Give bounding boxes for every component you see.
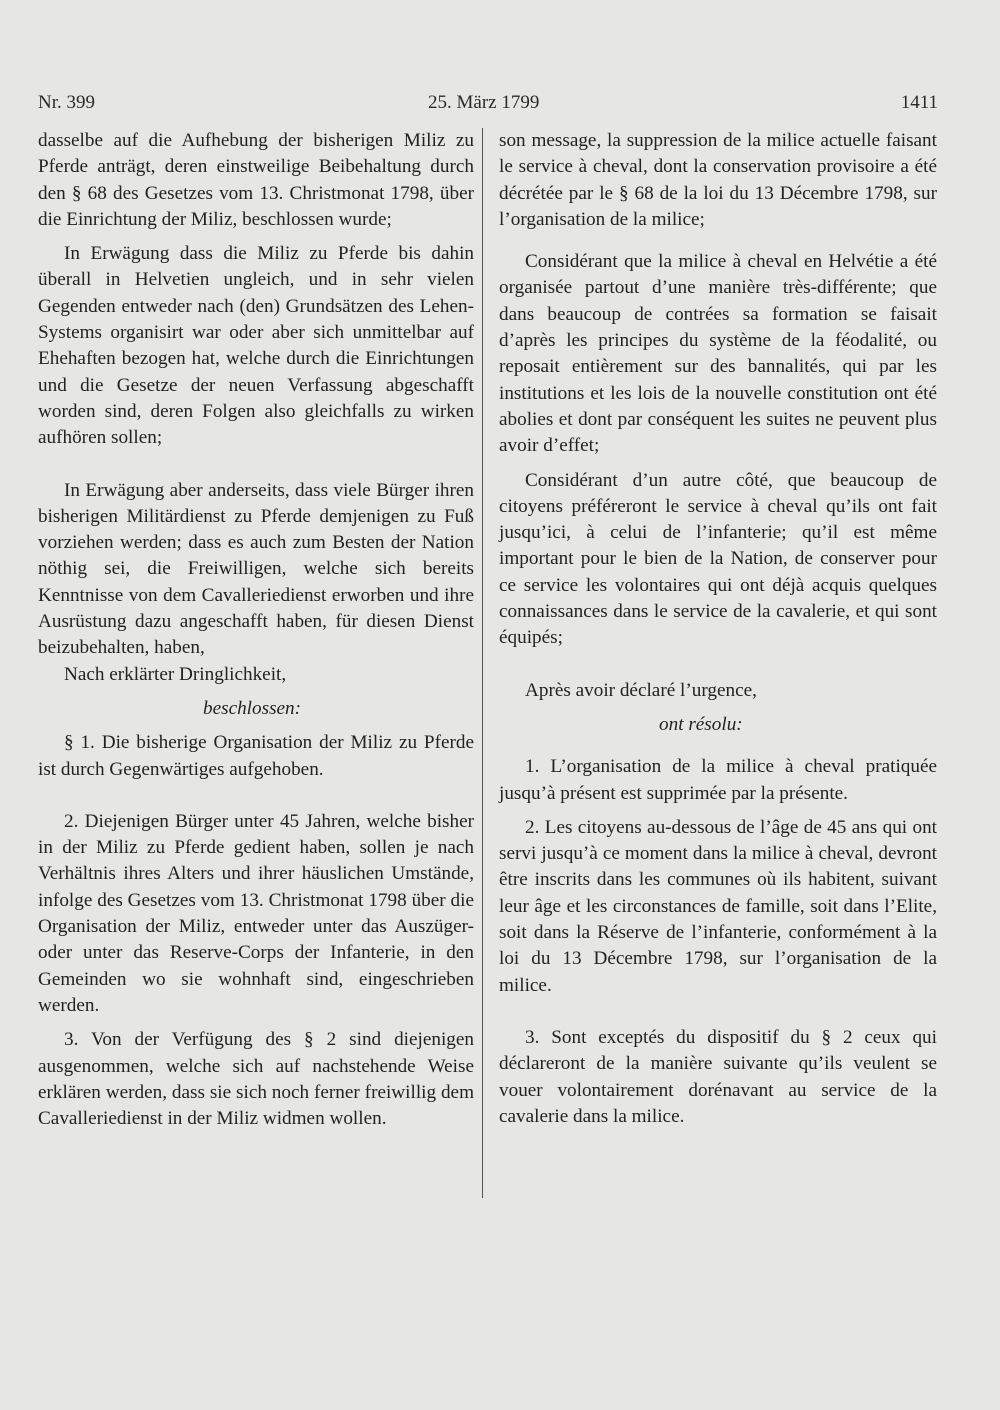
german-section-3: 3. Von der Verfügung des § 2 sind diejenigen ausgenommen, welche sich auf nachstehende Weise erklären werden, dass sie sich noch ferner freiwillig dem Cavalleriedienst in der Miliz widmen wollen. <box>38 1029 474 1130</box>
german-paragraph-2: In Erwägung dass die Miliz zu Pferde bis dahin überall in Helvetien ungleich, und in sehr vielen Gegenden entweder nach (den) Grundsätzen des Lehen-Systems organisirt war oder aber sich unmittelbar auf Ehehaften bezogen hat, welche durch die Einrichtungen und die Gesetze der neuen Verfassung abgeschafft worden sind, deren Folgen also gleichfalls zu wirken aufhören sollen; <box>38 243 474 449</box>
document-number: Nr. 399 <box>38 92 95 113</box>
french-section-1: 1. L’organisation de la milice à cheval pratiquée jusqu’à présent est supprimée par la présente. <box>499 756 937 804</box>
german-paragraph-1: dasselbe auf die Aufhebung der bisherigen Miliz zu Pferde anträgt, deren einstweilige Beibehaltung durch den § 68 des Gesetzes vom 13. Christmonat 1798, über die Einrichtung der Miliz, beschlossen wurde; <box>38 130 474 230</box>
french-section-3: 3. Sont exceptés du dispositif du § 2 ceux qui déclareront de la manière suivante qu’ils veulent se vouer volontairement dorénavant au service de la cavalerie dans la milice. <box>499 1026 937 1127</box>
document-date: 25. März 1799 <box>428 92 540 113</box>
french-paragraph-3: Considérant d’un autre côté, que beaucoup de citoyens préféreront le service à cheval qu’ils ont fait jusqu’ici, à celui de l’infanterie; qu’il est même important pour le bien de la Nation, de conserver pour ce service les volontaires qui ont déjà acquis quelques connaissances dans le service de la cavalerie, et qui sont équipés; <box>499 469 937 649</box>
page-header <box>38 92 938 118</box>
page-number: 1411 <box>900 92 938 113</box>
french-urgency-line: Après avoir déclaré l’urgence, <box>525 679 757 701</box>
french-resolved-heading: ont résolu: <box>659 713 743 735</box>
german-section-1: § 1. Die bisherige Organisation der Miliz zu Pferde ist durch Gegenwärtiges aufgehoben. <box>38 732 474 780</box>
french-column <box>499 128 937 1130</box>
german-paragraph-3: In Erwägung aber anderseits, dass viele Bürger ihren bisherigen Militärdienst zu Pferde demjenigen zu Fuß vorziehen werden; dass es auch zum Besten der Nation nöthig sei, die Freiwilligen, welche sich bereits Kenntnisse von dem Cavalleriedienst erworben und ihre Ausrüstung dazu angeschafft haben, für diesen Dienst beizubehalten, haben, <box>38 479 474 659</box>
french-paragraph-1: son message, la suppression de la milice actuelle faisant le service à cheval, dont la conservation provisoire a été décrétée par le § 68 de la loi du 13 Décembre 1798, sur l’organisation de la milice; <box>499 130 937 230</box>
column-divider <box>482 128 483 1198</box>
german-section-2: 2. Diejenigen Bürger unter 45 Jahren, welche bisher in der Miliz zu Pferde gedient haben, sollen je nach Verhältnis ihres Alters und ihrer häuslichen Umstände, infolge des Gesetzes vom 13. Christmonat 1798 über die Organisation der Miliz, entweder unter das Auszüger- oder unter das Reserve-Corps der Infanterie, in den Gemeinden wo sie wohnhaft sind, eingeschrieben werden. <box>38 810 474 1016</box>
german-urgency-line: Nach erklärter Dringlichkeit, <box>64 663 287 685</box>
german-column <box>38 128 474 1132</box>
french-section-2: 2. Les citoyens au-dessous de l’âge de 45 ans qui ont servi jusqu’à ce moment dans la milice à cheval, devront être inscrits dans les communes où ils habitent, suivant leur âge et les circonstances de famille, soit dans l’Elite, soit dans la Réserve de l’infanterie, conformément à la loi du 13 Décembre 1798, sur l’organisation de la milice. <box>499 816 937 996</box>
german-resolved-heading: beschlossen: <box>203 697 302 719</box>
french-paragraph-2: Considérant que la milice à cheval en Helvétie a été organisée partout d’une manière très-différente; que dans beaucoup de contrées sa formation se faisait d’après les principes du système de la féodalité, ou reposait entièrement sur des bannalités, qui par les institutions et les lois de la nouvelle constitution ont été abolies et dont par conséquent les suites ne peuvent plus avoir d’effet; <box>499 251 937 457</box>
